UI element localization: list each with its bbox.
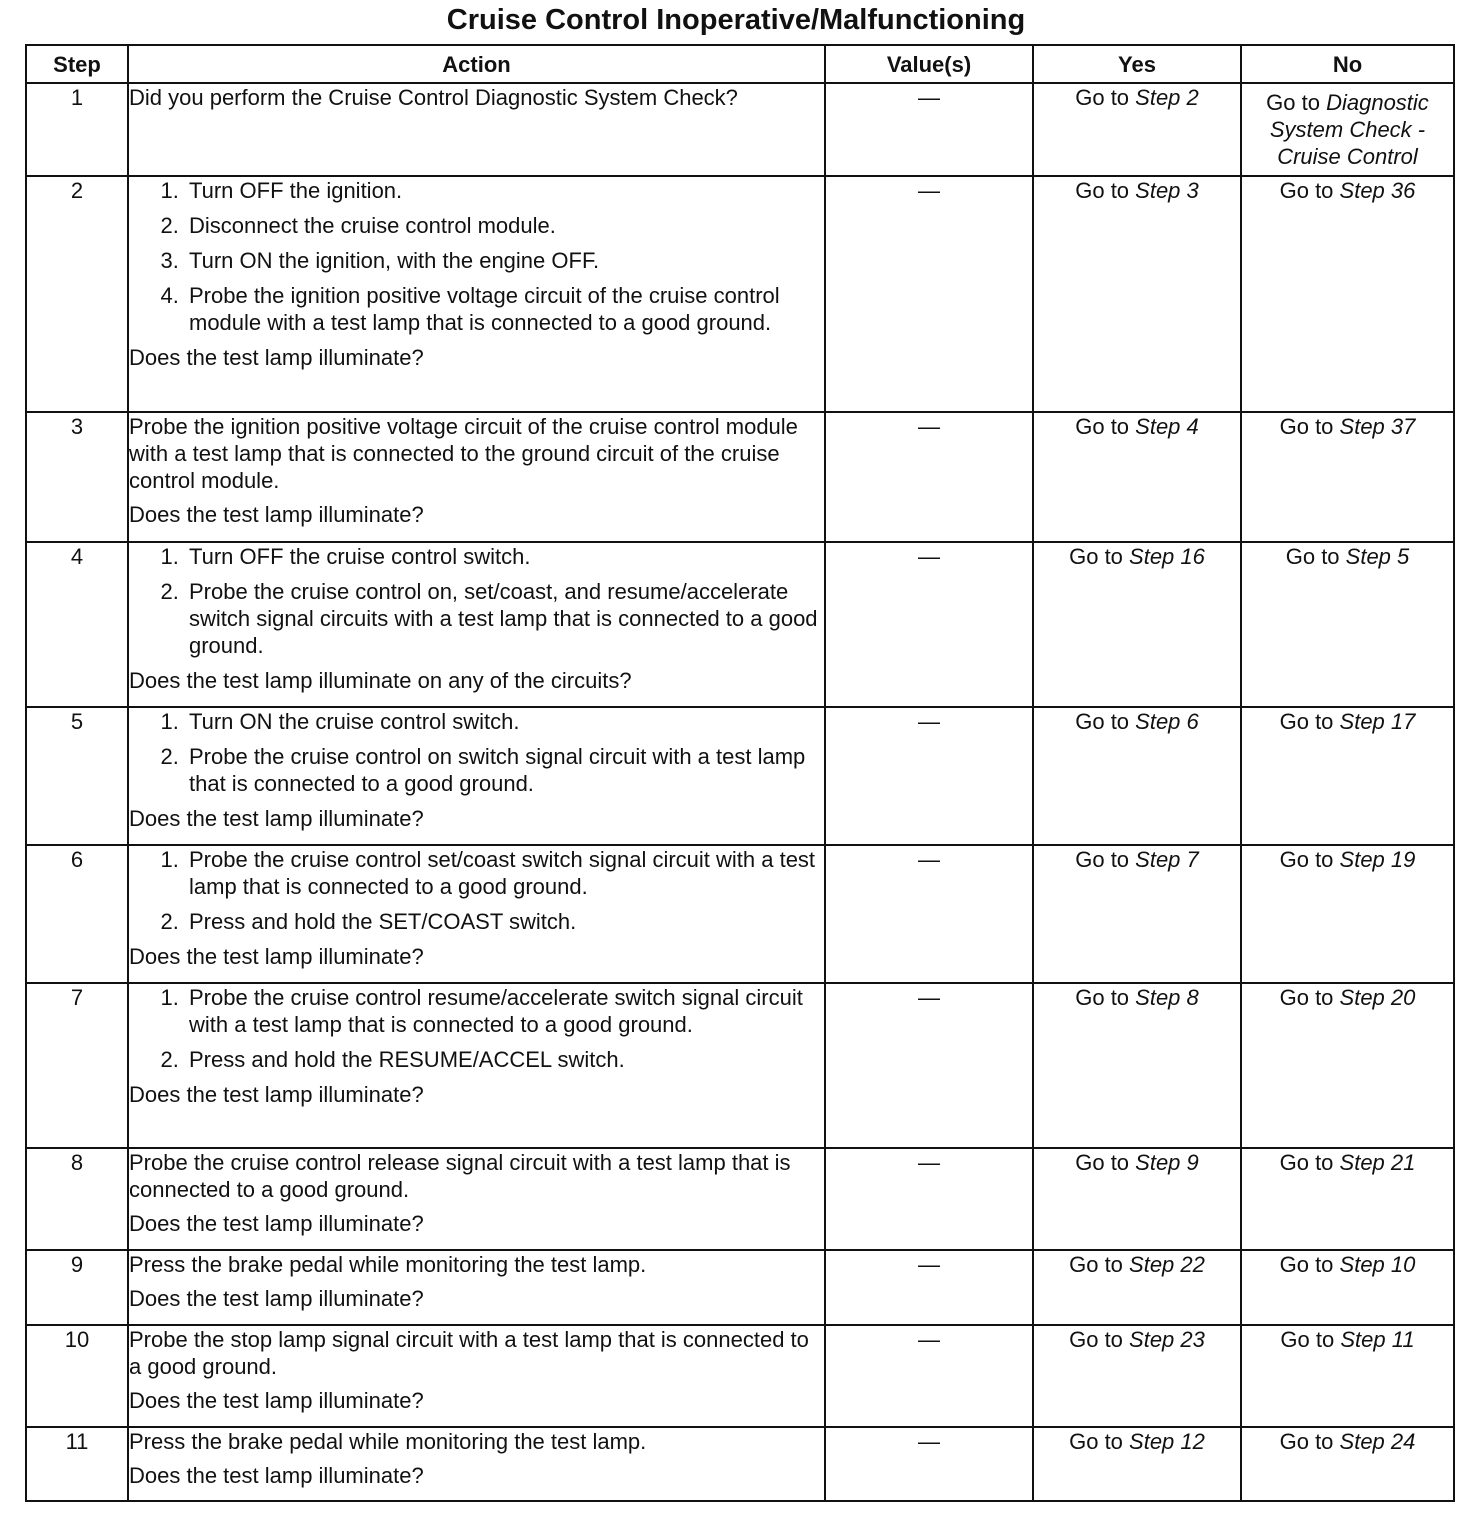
header-values: Value(s) xyxy=(825,45,1033,83)
header-step: Step xyxy=(26,45,128,83)
no-target-link[interactable]: Step 36 xyxy=(1339,178,1416,203)
yes-cell xyxy=(1033,1148,1241,1250)
value-cell: — xyxy=(825,983,1033,1148)
no-target-link[interactable]: Step 5 xyxy=(1345,544,1410,569)
table-row xyxy=(26,83,1454,176)
page-title: Cruise Control Inoperative/Malfunctioning xyxy=(446,4,1026,36)
no-cell xyxy=(1241,1250,1454,1325)
yes-prefix: Go to xyxy=(1075,85,1136,110)
header-yes: Yes xyxy=(1033,45,1241,83)
yes-target-link[interactable]: Step 9 xyxy=(1135,1150,1199,1175)
value-cell: — xyxy=(825,1250,1033,1325)
step-number: 10 xyxy=(26,1325,128,1427)
no-cell xyxy=(1241,1427,1454,1501)
substep-list xyxy=(129,984,824,1073)
no-prefix: Go to xyxy=(1285,544,1346,569)
substep-list xyxy=(129,177,824,336)
yes-target-link[interactable]: Step 2 xyxy=(1135,85,1199,110)
table-row xyxy=(26,707,1454,845)
action-cell xyxy=(128,1250,825,1325)
yes-target-link[interactable]: Step 12 xyxy=(1129,1429,1205,1454)
yes-target-link[interactable]: Step 22 xyxy=(1129,1252,1205,1277)
no-cell xyxy=(1241,983,1454,1148)
no-prefix: Go to xyxy=(1279,178,1340,203)
value-cell: — xyxy=(825,707,1033,845)
substep-item: 2. Press and hold the RESUME/ACCEL switch. xyxy=(185,1046,824,1073)
value-cell: — xyxy=(825,542,1033,707)
table-row xyxy=(26,1148,1454,1250)
action-text: Did you perform the Cruise Control Diagnostic System Check? xyxy=(129,85,738,110)
step-number: 8 xyxy=(26,1148,128,1250)
yes-cell xyxy=(1033,983,1241,1148)
action-cell xyxy=(128,176,825,412)
yes-target-link[interactable]: Step 8 xyxy=(1135,985,1199,1010)
no-cell xyxy=(1241,542,1454,707)
action-text: Press the brake pedal while monitoring the test lamp. xyxy=(129,1252,647,1277)
substep-item: 2. Disconnect the cruise control module. xyxy=(185,212,824,239)
step-number: 6 xyxy=(26,845,128,983)
no-target-link[interactable]: Step 11 xyxy=(1340,1327,1415,1352)
substep-list xyxy=(129,543,824,659)
step-number: 11 xyxy=(26,1427,128,1501)
no-cell xyxy=(1241,707,1454,845)
yes-target-link[interactable]: Step 4 xyxy=(1135,414,1199,439)
yes-cell xyxy=(1033,412,1241,542)
action-question: Does the test lamp illuminate? xyxy=(129,1463,424,1488)
action-question: Does the test lamp illuminate? xyxy=(129,345,424,370)
yes-prefix: Go to xyxy=(1069,1327,1130,1352)
yes-prefix: Go to xyxy=(1075,985,1136,1010)
yes-cell xyxy=(1033,1250,1241,1325)
step-number: 1 xyxy=(26,83,128,176)
substep-item: 1. Turn OFF the cruise control switch. xyxy=(185,543,824,570)
no-target-link[interactable]: Step 10 xyxy=(1339,1252,1416,1277)
table-row xyxy=(26,983,1454,1148)
step-number: 7 xyxy=(26,983,128,1148)
value-cell: — xyxy=(825,845,1033,983)
action-question: Does the test lamp illuminate? xyxy=(129,944,424,969)
yes-cell xyxy=(1033,845,1241,983)
table-row xyxy=(26,1427,1454,1501)
action-question: Does the test lamp illuminate? xyxy=(129,1388,424,1413)
step-number: 9 xyxy=(26,1250,128,1325)
action-cell xyxy=(128,1325,825,1427)
yes-prefix: Go to xyxy=(1075,178,1136,203)
no-cell xyxy=(1241,83,1454,176)
yes-prefix: Go to xyxy=(1075,847,1136,872)
value-cell: — xyxy=(825,1325,1033,1427)
action-question: Does the test lamp illuminate? xyxy=(129,1082,424,1107)
no-cell xyxy=(1241,1148,1454,1250)
yes-prefix: Go to xyxy=(1075,1150,1136,1175)
table-row xyxy=(26,542,1454,707)
yes-prefix: Go to xyxy=(1069,1252,1130,1277)
yes-target-link[interactable]: Step 16 xyxy=(1129,544,1205,569)
action-question: Does the test lamp illuminate? xyxy=(129,1286,424,1311)
substep-item: 1. Probe the cruise control resume/accelerate switch signal circuit with a test lamp that is connected to a good ground. xyxy=(185,984,824,1038)
step-number: 5 xyxy=(26,707,128,845)
header-action: Action xyxy=(128,45,825,83)
table-row xyxy=(26,412,1454,542)
step-number: 4 xyxy=(26,542,128,707)
header-row xyxy=(26,45,1454,83)
action-question: Does the test lamp illuminate? xyxy=(129,806,424,831)
substep-item: 4. Probe the ignition positive voltage circuit of the cruise control module with a test lamp that is connected to a good ground. xyxy=(185,282,824,336)
action-cell xyxy=(128,83,825,176)
value-cell: — xyxy=(825,176,1033,412)
action-cell xyxy=(128,983,825,1148)
substep-item: 2. Press and hold the SET/COAST switch. xyxy=(185,908,824,935)
substep-list xyxy=(129,846,824,935)
no-prefix: Go to xyxy=(1280,1327,1341,1352)
substep-item: 1. Turn OFF the ignition. xyxy=(185,177,824,204)
action-cell xyxy=(128,412,825,542)
yes-cell xyxy=(1033,83,1241,176)
yes-cell xyxy=(1033,707,1241,845)
yes-prefix: Go to xyxy=(1075,414,1136,439)
no-target-link[interactable]: Step 37 xyxy=(1339,414,1416,439)
step-number: 3 xyxy=(26,412,128,542)
table-row xyxy=(26,1250,1454,1325)
step-number: 2 xyxy=(26,176,128,412)
yes-prefix: Go to xyxy=(1069,1429,1130,1454)
substep-item: 3. Turn ON the ignition, with the engine OFF. xyxy=(185,247,824,274)
no-prefix: Go to xyxy=(1279,709,1340,734)
no-prefix: Go to xyxy=(1266,90,1327,115)
yes-target-link[interactable]: Step 3 xyxy=(1135,178,1199,203)
yes-prefix: Go to xyxy=(1069,544,1130,569)
substep-item: 2. Probe the cruise control on switch signal circuit with a test lamp that is connected to a good ground. xyxy=(185,743,824,797)
substep-item: 2. Probe the cruise control on, set/coast, and resume/accelerate switch signal circuits with a test lamp that is connected to a good ground. xyxy=(185,578,824,659)
action-cell xyxy=(128,845,825,983)
no-prefix: Go to xyxy=(1279,1429,1340,1454)
action-cell xyxy=(128,707,825,845)
no-prefix: Go to xyxy=(1279,847,1340,872)
no-target-link[interactable]: Step 24 xyxy=(1339,1429,1416,1454)
action-question: Does the test lamp illuminate on any of the circuits? xyxy=(129,668,632,693)
yes-cell xyxy=(1033,542,1241,707)
action-text: Probe the stop lamp signal circuit with a test lamp that is connected to a good ground. xyxy=(129,1327,809,1379)
no-cell xyxy=(1241,176,1454,412)
action-cell xyxy=(128,1427,825,1501)
header-no: No xyxy=(1241,45,1454,83)
table-row xyxy=(26,845,1454,983)
action-text: Probe the ignition positive voltage circuit of the cruise control module with a test lamp that is connected to the ground circuit of the cruise control module. xyxy=(129,414,798,493)
yes-cell xyxy=(1033,1325,1241,1427)
value-cell: — xyxy=(825,412,1033,542)
no-prefix: Go to xyxy=(1279,414,1340,439)
action-text: Press the brake pedal while monitoring the test lamp. xyxy=(129,1429,647,1454)
action-cell xyxy=(128,1148,825,1250)
no-cell xyxy=(1241,1325,1454,1427)
no-target-link[interactable]: Step 19 xyxy=(1339,847,1416,872)
diagnostic-table xyxy=(25,44,1455,1502)
no-cell xyxy=(1241,412,1454,542)
table-body xyxy=(26,83,1454,1501)
action-question: Does the test lamp illuminate? xyxy=(129,502,424,527)
yes-target-link[interactable]: Step 7 xyxy=(1135,847,1199,872)
yes-target-link[interactable]: Step 6 xyxy=(1135,709,1199,734)
action-question: Does the test lamp illuminate? xyxy=(129,1211,424,1236)
substep-list xyxy=(129,708,824,797)
action-cell xyxy=(128,542,825,707)
substep-item: 1. Turn ON the cruise control switch. xyxy=(185,708,824,735)
action-text: Probe the cruise control release signal circuit with a test lamp that is connected to a good ground. xyxy=(129,1150,791,1202)
yes-target-link[interactable]: Step 23 xyxy=(1129,1327,1205,1352)
table-row xyxy=(26,176,1454,412)
value-cell: — xyxy=(825,1427,1033,1501)
yes-cell xyxy=(1033,176,1241,412)
no-target-link[interactable]: Step 21 xyxy=(1339,1150,1416,1175)
yes-cell xyxy=(1033,1427,1241,1501)
no-target-link[interactable]: Step 20 xyxy=(1339,985,1416,1010)
no-prefix: Go to xyxy=(1279,1150,1340,1175)
value-cell: — xyxy=(825,83,1033,176)
no-prefix: Go to xyxy=(1279,1252,1340,1277)
no-target-link[interactable]: Diagnostic System Check - Cruise Control xyxy=(1269,90,1429,169)
yes-prefix: Go to xyxy=(1075,709,1136,734)
table-row xyxy=(26,1325,1454,1427)
no-cell xyxy=(1241,845,1454,983)
no-target-link[interactable]: Step 17 xyxy=(1339,709,1416,734)
substep-item: 1. Probe the cruise control set/coast switch signal circuit with a test lamp that is connected to a good ground. xyxy=(185,846,824,900)
value-cell: — xyxy=(825,1148,1033,1250)
no-prefix: Go to xyxy=(1279,985,1340,1010)
